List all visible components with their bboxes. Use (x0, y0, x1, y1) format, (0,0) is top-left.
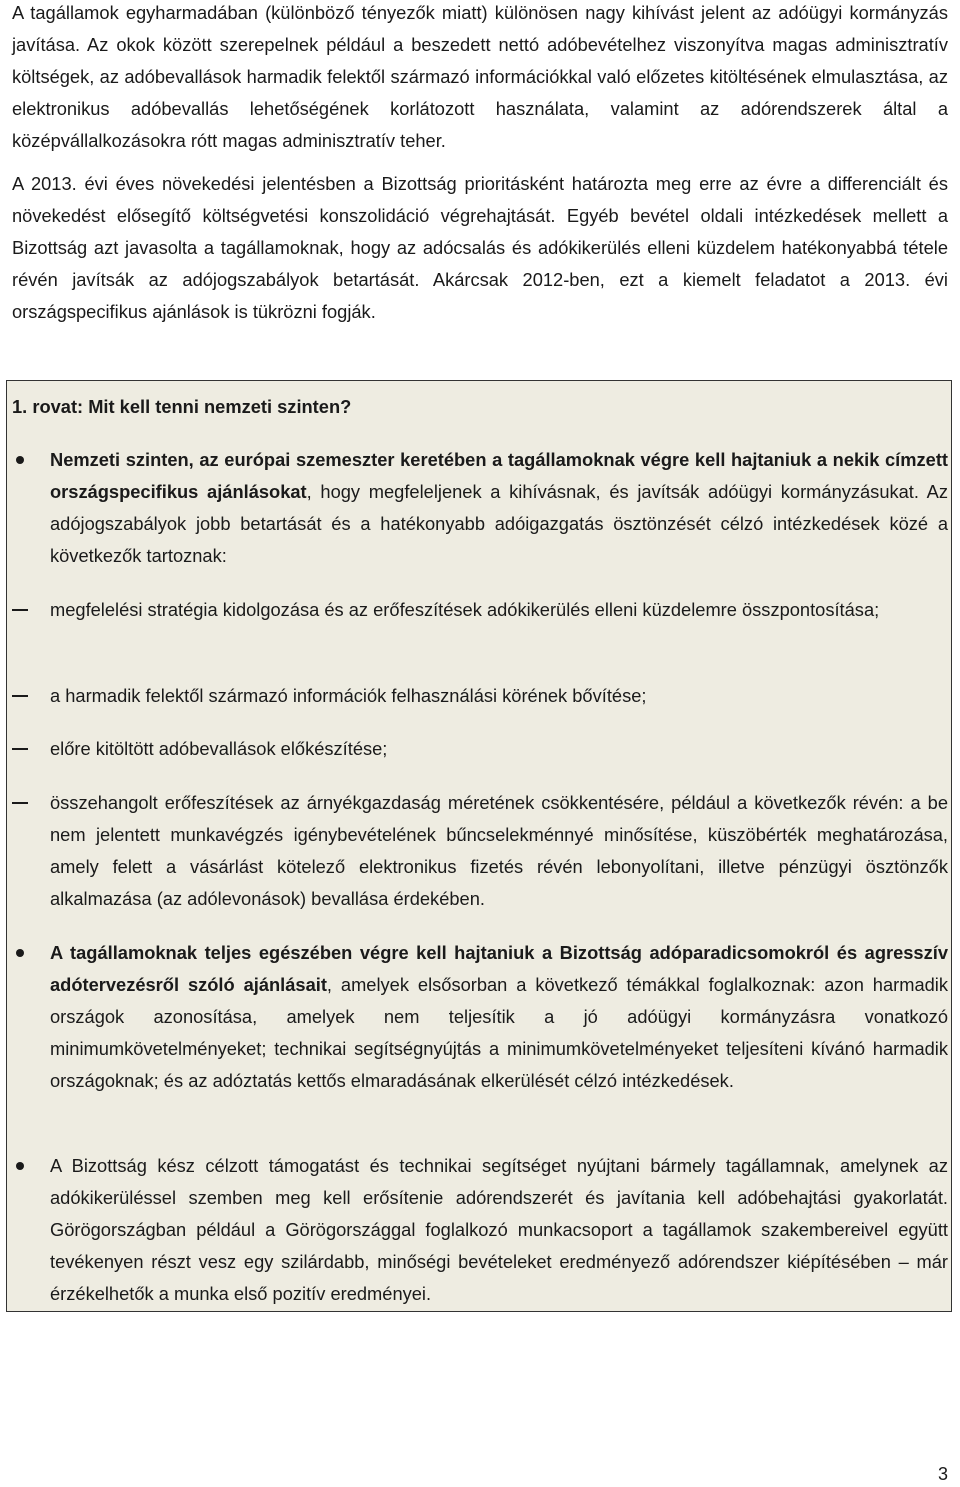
intro-paragraph-2: A 2013. évi éves növekedési jelentésben a Bizottság prioritásként határozta meg erre az évre a differenciált és növekedést elősegítő költségvetési konszolidáció végrehajtását. Egyéb bevétel oldali intézkedések mellett a Bizottság azt javasolta a tagállamoknak, hogy az adócsalás és adókikerülés elleni küzdelem hatékonyabbá tétele révén javítsák az adójogszabályok betartását. Akárcsak 2012-ben, ezt a kiemelt feladatot a 2013. évi országspecifikus ajánlások is tükrözni fogják. (12, 173, 948, 322)
bullet-icon (16, 456, 24, 464)
bullet-item-1-text (50, 444, 948, 572)
bullet-item-2-text (50, 937, 948, 1097)
bullet-item-3-text: A Bizottság kész célzott támogatást és technikai segítséget nyújtani bármely tagállamnak, amelynek az adókikerüléssel szemben meg kell erősítenie adórendszerét és javítania kell adóbehajtási gyakorlatát. Görögországban például a Görögországgal foglalkozó munkacsoport a tagállamok szakembereivel együtt tevékenyen részt vesz egy szilárdabb, minőségi bevételeket eredményező adórendszer kiépítésében – már érzékelhetők a munka első pozitív eredményei. (50, 1155, 948, 1304)
bullet-icon (16, 1162, 24, 1170)
dash-item-1-text: megfelelési stratégia kidolgozása és az erőfeszítések adókikerülés elleni küzdelemre összpontosítása; (50, 599, 880, 620)
box-1 (6, 380, 952, 1312)
dash-icon (12, 802, 28, 804)
bullet-icon (16, 949, 24, 957)
dash-item-3-text: előre kitöltött adóbevallások előkészítése; (50, 738, 388, 759)
box-title: 1. rovat: Mit kell tenni nemzeti szinten? (12, 396, 352, 417)
dash-item-4-text: összehangolt erőfeszítések az árnyékgazdaság méretének csökkentésére, például a következők révén: a be nem jelentett munkavégzés igénybevételének bűncselekménnyé minősítése, küszöbérték meghatározása, amely felett a vásárlást kötelező elektronikus fizetés révén lebonyolítani, illetve pénzügyi ösztönzők alkalmazása (az adólevonások) bevallása érdekében. (50, 792, 948, 909)
intro-paragraph-1: A tagállamok egyharmadában (különböző tényezők miatt) különösen nagy kihívást jelent az adóügyi kormányzás javítása. Az okok között szerepelnek például a beszedett nettó adóbevételhez viszonyítva magas adminisztratív költségek, az adóbevallások harmadik felektől származó információkkal való előzetes kitöltésének elmulasztása, az elektronikus adóbevallás lehetőségének korlátozott használata, valamint az adórendszerek által a középvállalkozásokra rótt magas adminisztratív teher. (12, 2, 948, 151)
bullet-item-1-bold: Nemzeti szinten, az európai szemeszter keretében a tagállamoknak végre kell hajtaniuk a nekik címzett országspecifikus ajánlásokat (50, 449, 948, 502)
page-number: 3 (937, 1464, 948, 1484)
bullet-item-2-bold: A tagállamoknak teljes egészében végre kell hajtaniuk a Bizottság adóparadicsomokról és agresszív adótervezésről szóló ajánlásait (50, 942, 948, 995)
dash-icon (12, 695, 28, 697)
dash-icon (12, 609, 28, 611)
dash-item-2-text: a harmadik felektől származó információk felhasználási körének bővítése; (50, 685, 647, 706)
dash-icon (12, 748, 28, 750)
bullet-item-2-rest: , amelyek elsősorban a következő témákkal foglalkoznak: azon harmadik országok azonosítása, amelyek nem teljesítik a jó adóügyi kormányzásra vonatkozó minimumkövetelményeket; technikai segítségnyújtás a minimumkövetelményeket teljesíteni kívánó harmadik országoknak; és az adóztatás kettős elmaradásának elkerülését célzó intézkedések. (50, 974, 948, 1091)
bullet-item-1-rest: , hogy megfeleljenek a kihívásnak, és javítsák adóügyi kormányzásukat. Az adójogszabályok jobb betartását és a hatékonyabb adóigazgatás ösztönzését célzó intézkedések közé a következők tartoznak: (50, 481, 948, 566)
